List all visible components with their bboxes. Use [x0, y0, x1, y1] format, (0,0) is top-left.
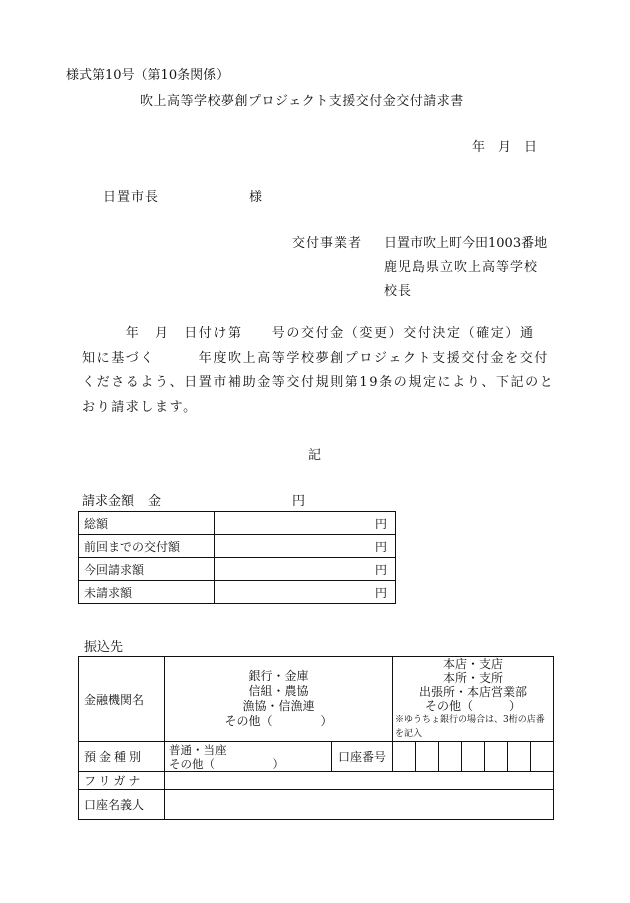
- amount-field[interactable]: 円: [215, 512, 396, 535]
- branch-options[interactable]: [393, 657, 554, 742]
- date-field: 年 月 日: [472, 140, 538, 155]
- amount-label: 前回までの交付額: [79, 535, 215, 558]
- amount-field[interactable]: 円: [215, 581, 396, 604]
- amount-field[interactable]: 円: [215, 535, 396, 558]
- account-holder-label: 口座名義人: [79, 790, 165, 820]
- request-amount-kin: 金: [148, 494, 162, 509]
- table-row: [79, 512, 396, 535]
- branch-note: ※ゆうちょ銀行の場合は、3桁の店番を記入: [395, 715, 545, 739]
- furigana-label: フリガナ: [79, 772, 165, 790]
- body-line: 年 月 日付け第 号の交付金（変更）交付決定（確定）通: [82, 326, 535, 341]
- branch-option: 本所・支所: [442, 671, 503, 685]
- branch-option: 出張所・本店営業部: [418, 685, 527, 699]
- document-title: 吹上高等学校夢創プロジェクト支援交付金交付請求書: [140, 94, 464, 109]
- table-row: [79, 657, 554, 742]
- account-number-label: 口座番号: [332, 742, 393, 772]
- request-amount-label: 請求金額: [82, 494, 135, 509]
- account-digit-cell[interactable]: [462, 742, 485, 772]
- institution-option: 漁協・信漁連: [242, 699, 315, 713]
- body-line: 知に基づく 年度吹上高等学校夢創プロジェクト支援交付金を交付: [82, 350, 549, 366]
- transfer-label: 振込先: [84, 640, 124, 655]
- account-digit-cell[interactable]: [531, 742, 554, 772]
- table-row: [79, 772, 554, 790]
- account-digit-cell[interactable]: [485, 742, 508, 772]
- furigana-field[interactable]: [165, 772, 554, 790]
- branch-option: その他（ ）: [424, 699, 521, 713]
- amount-label: 総額: [79, 512, 215, 535]
- body-line: くださるよう、日置市補助金等交付規則第19条の規定により、下記のと: [82, 375, 555, 390]
- table-row: [79, 742, 554, 772]
- institution-option: その他（ ）: [224, 714, 333, 728]
- grantee-school: 鹿児島県立吹上高等学校: [384, 260, 539, 275]
- account-type-options[interactable]: [165, 742, 332, 772]
- account-digit-cell[interactable]: [508, 742, 531, 772]
- amount-label: 未請求額: [79, 581, 215, 604]
- account-type-option: 普通・当座: [169, 742, 227, 757]
- addressee: 日置市長: [103, 190, 160, 205]
- ki-heading: 記: [308, 448, 322, 463]
- body-line: おり請求します。: [82, 399, 198, 415]
- institution-option: 銀行・金庫: [248, 669, 309, 683]
- account-digit-cell[interactable]: [439, 742, 462, 772]
- table-row: [79, 535, 396, 558]
- addressee-suffix: 様: [249, 190, 263, 205]
- institution-option: 信組・農協: [248, 684, 309, 698]
- bank-table: [78, 656, 554, 820]
- institution-options[interactable]: [165, 657, 393, 742]
- table-row: [79, 558, 396, 581]
- table-row: [79, 790, 554, 820]
- amount-table: [78, 511, 396, 604]
- grantee-head: 校長: [384, 284, 413, 299]
- account-digit-cell[interactable]: [393, 742, 416, 772]
- request-body: [82, 322, 562, 420]
- form-number: 様式第10号（第10条関係）: [66, 68, 230, 83]
- grantee-label: 交付事業者: [292, 236, 363, 251]
- request-amount-yen[interactable]: 円: [292, 494, 306, 509]
- table-row: [79, 581, 396, 604]
- account-type-label: 預金種別: [79, 742, 165, 772]
- grantee-address: 日置市吹上町今田1003番地: [384, 236, 548, 251]
- amount-label: 今回請求額: [79, 558, 215, 581]
- institution-label: 金融機関名: [79, 657, 165, 742]
- account-digit-cell[interactable]: [416, 742, 439, 772]
- account-type-option: その他（ ）: [169, 756, 284, 771]
- branch-option: 本店・支店: [442, 657, 503, 671]
- account-holder-field[interactable]: [165, 790, 554, 820]
- amount-field[interactable]: 円: [215, 558, 396, 581]
